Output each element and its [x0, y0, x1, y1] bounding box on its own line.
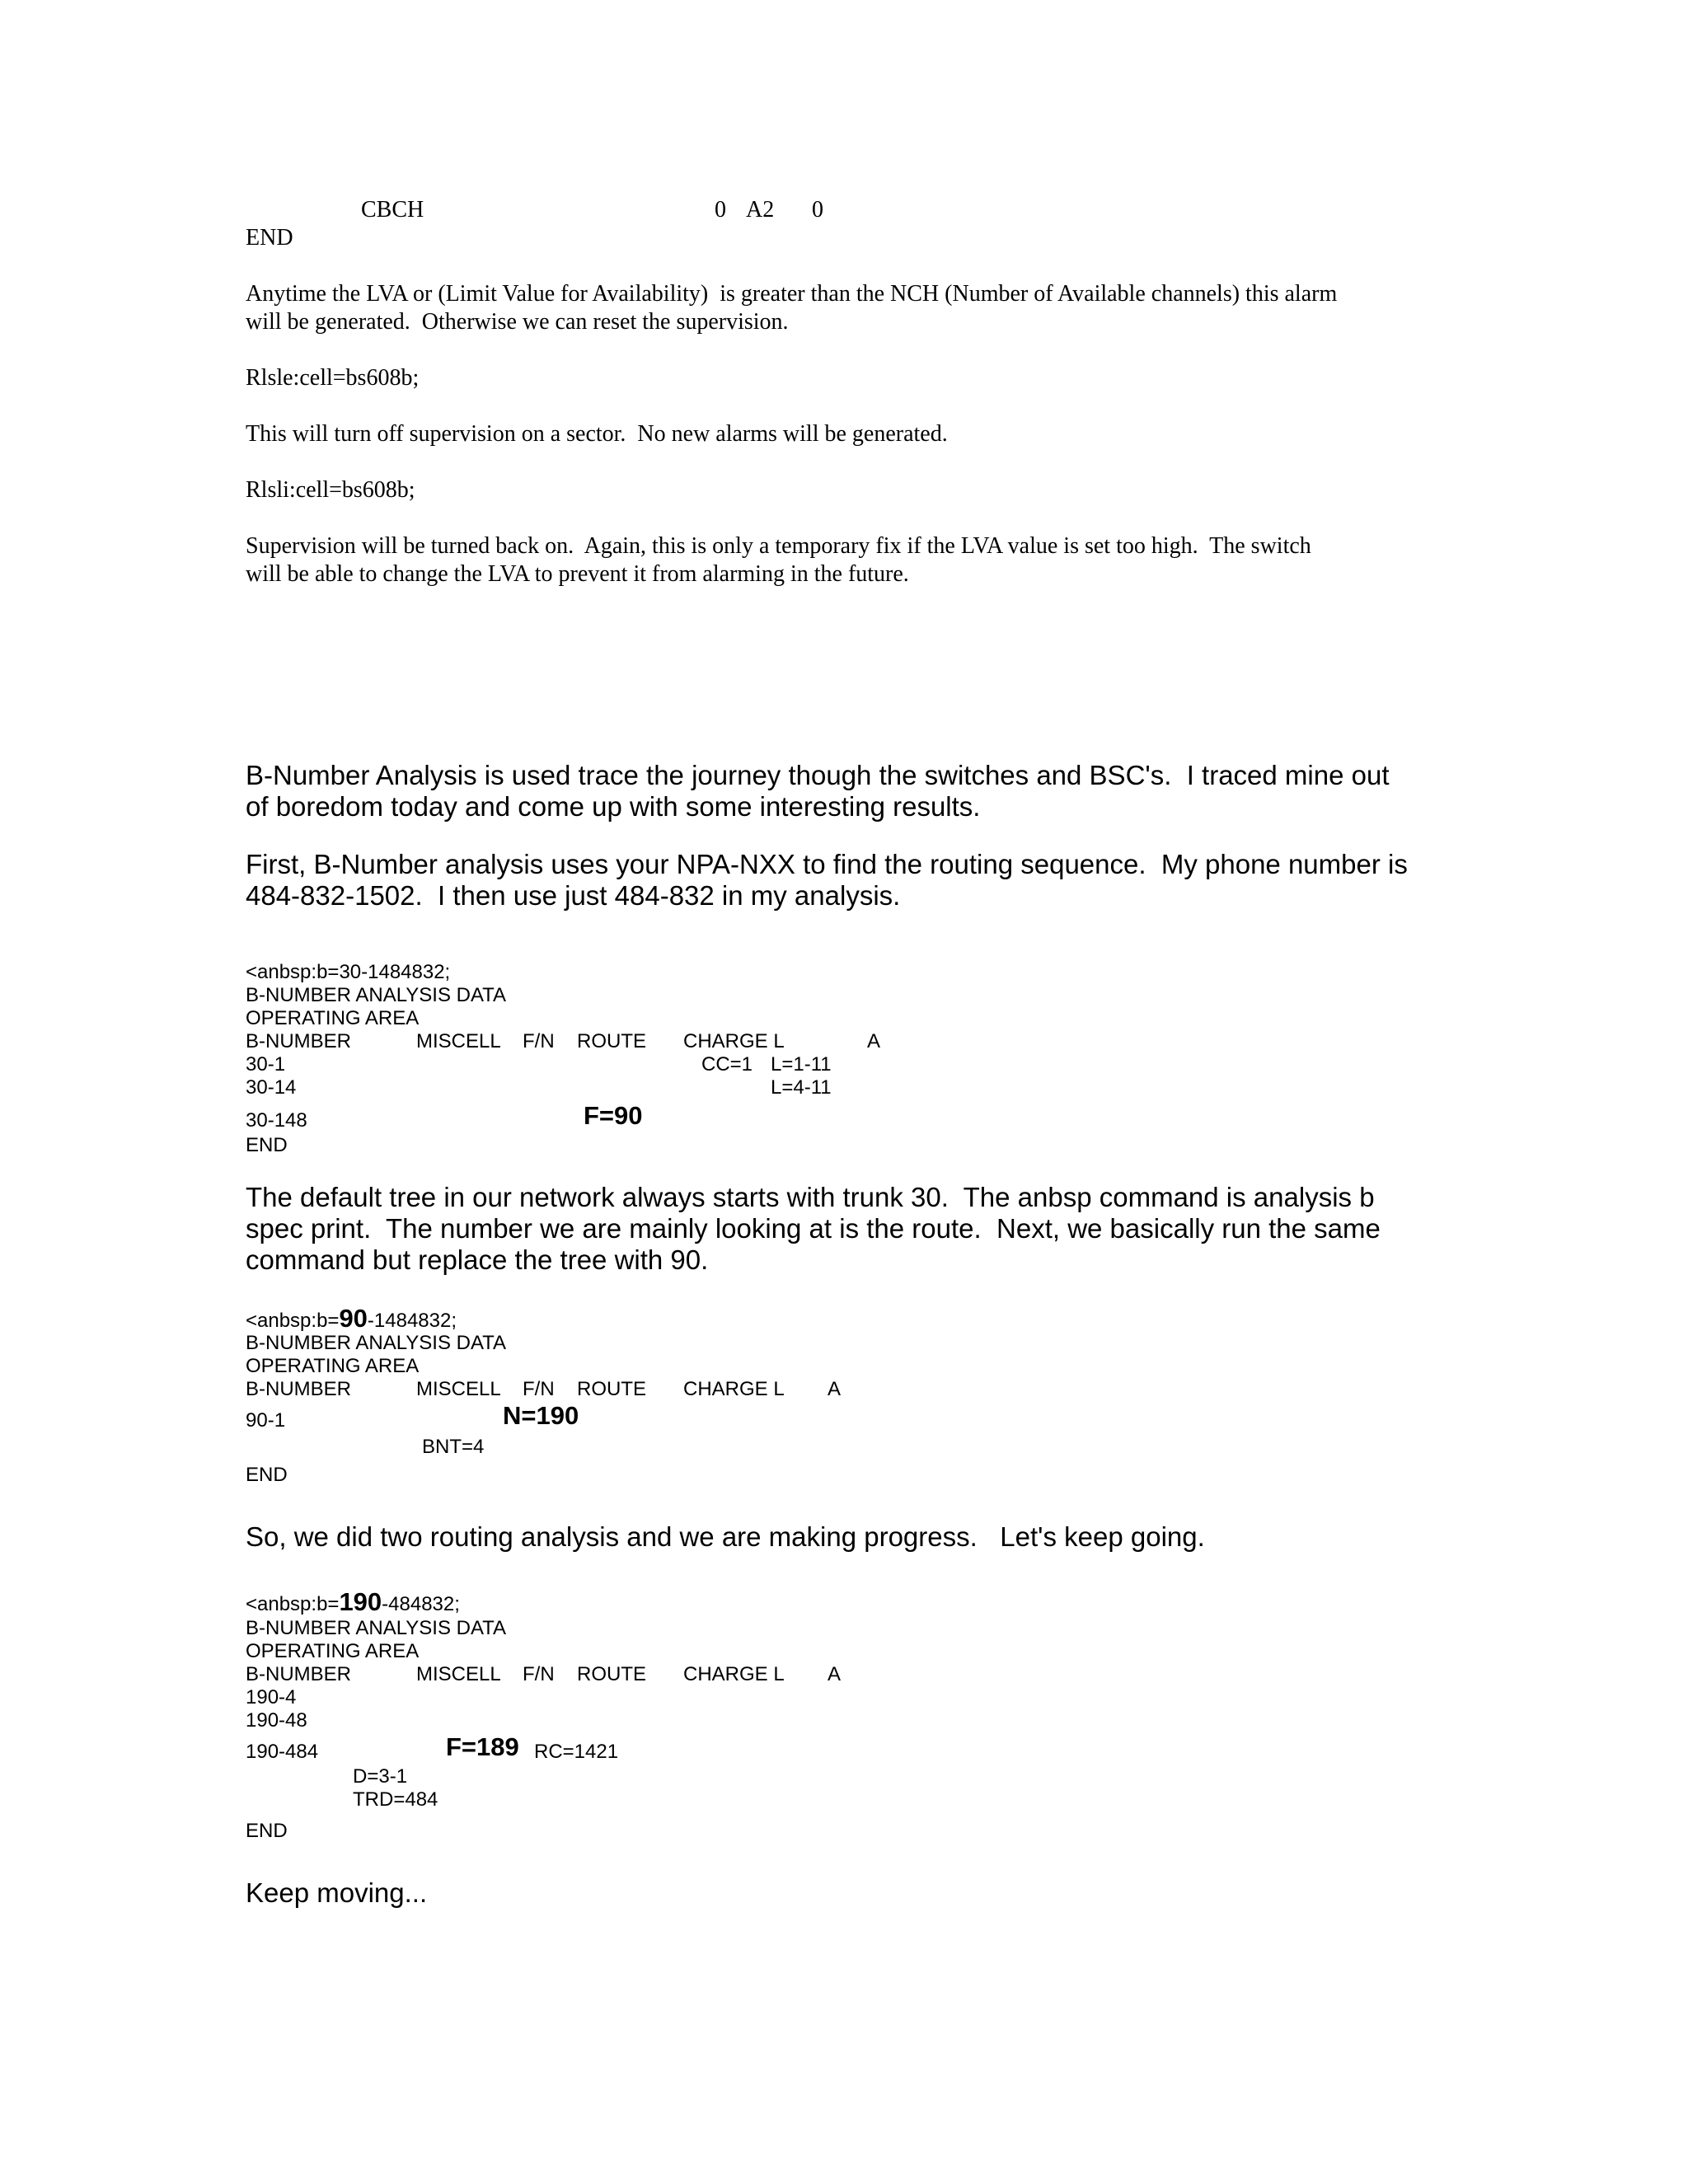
supervision-on-paragraph-line-1: Supervision will be turned back on. Again, this is only a temporary fix if the LVA value is set too high. The switch	[246, 533, 1311, 559]
lva-paragraph-line-1: Anytime the LVA or (Limit Value for Availability) is greater than the NCH (Number of Available channels) this alarm	[246, 281, 1338, 307]
block3-command	[246, 1587, 460, 1616]
block2-header-route: ROUTE	[577, 1378, 646, 1400]
block2-header-miscell: MISCELL	[416, 1378, 501, 1400]
block2-header-a: A	[828, 1378, 842, 1400]
block3-command-tree: 190	[339, 1587, 382, 1616]
mid1-line-1: The default tree in our network always starts with trunk 30. The anbsp command is analysis b	[246, 1182, 1375, 1212]
block3-header-miscell: MISCELL	[416, 1663, 501, 1685]
mid1-line-3: command but replace the tree with 90.	[246, 1244, 709, 1275]
block3-header-route: ROUTE	[577, 1663, 646, 1685]
intro-paragraph-2-line-1: First, B-Number analysis uses your NPA-NXX to find the routing sequence. My phone number is	[246, 849, 1408, 879]
block1-row2-l: L=4-11	[771, 1076, 832, 1099]
intro-paragraph-2-line-2: 484-832-1502. I then use just 484-832 in my analysis.	[246, 880, 901, 911]
block3-row2-number: 190-48	[246, 1709, 307, 1732]
block1-header-charge: CHARGE L	[683, 1030, 785, 1052]
block1-row2-number: 30-14	[246, 1076, 297, 1099]
end-label: END	[246, 225, 293, 251]
block3-row1-number: 190-4	[246, 1686, 297, 1708]
block3-end: END	[246, 1820, 288, 1842]
block1-row1-l: L=1-11	[771, 1053, 832, 1076]
block2-row1-number: 90-1	[246, 1409, 286, 1432]
block3-header-charge: CHARGE L	[683, 1663, 785, 1685]
block2-command-prefix: <anbsp:b=	[246, 1310, 340, 1332]
block2-title: B-NUMBER ANALYSIS DATA	[246, 1332, 507, 1354]
supervision-on-paragraph-line-2: will be able to change the LVA to prevent it from alarming in the future.	[246, 561, 909, 587]
block3-row3-f: F=189	[446, 1732, 519, 1761]
block1-header-route: ROUTE	[577, 1030, 646, 1052]
block1-header-fn: F/N	[523, 1030, 555, 1052]
command-rlsli: Rlsli:cell=bs608b;	[246, 477, 415, 503]
intro-paragraph-1-line-2: of boredom today and come up with some interesting results.	[246, 791, 981, 822]
mid2-line: So, we did two routing analysis and we are making progress. Let's keep going.	[246, 1521, 1205, 1552]
block3-header-a: A	[828, 1663, 842, 1685]
block2-command	[246, 1304, 457, 1333]
block1-row3-f: F=90	[584, 1101, 643, 1130]
block2-header-bnumber: B-NUMBER	[246, 1378, 352, 1400]
block2-command-suffix: -1484832;	[367, 1310, 457, 1332]
block3-d: D=3-1	[353, 1765, 408, 1788]
cbch-label: CBCH	[361, 197, 424, 223]
block3-command-suffix: -484832;	[382, 1593, 460, 1615]
block1-row3-number: 30-148	[246, 1109, 307, 1132]
block3-row3-number: 190-484	[246, 1741, 319, 1763]
block1-area: OPERATING AREA	[246, 1007, 420, 1029]
block2-bnt: BNT=4	[422, 1436, 485, 1458]
block3-area: OPERATING AREA	[246, 1640, 420, 1662]
block2-area: OPERATING AREA	[246, 1355, 420, 1377]
cbch-value-1: 0	[715, 197, 726, 223]
block3-title: B-NUMBER ANALYSIS DATA	[246, 1617, 507, 1639]
mid1-line-2: spec print. The number we are mainly looking at is the route. Next, we basically run the same	[246, 1213, 1381, 1244]
block2-header-fn: F/N	[523, 1378, 555, 1400]
block2-command-tree: 90	[339, 1304, 368, 1333]
block2-header-charge: CHARGE L	[683, 1378, 785, 1400]
block2-end: END	[246, 1464, 288, 1486]
supervision-off-paragraph: This will turn off supervision on a sector. No new alarms will be generated.	[246, 421, 948, 447]
cbch-value-3: 0	[812, 197, 823, 223]
cbch-value-2: A2	[746, 197, 775, 223]
block1-header-bnumber: B-NUMBER	[246, 1030, 352, 1052]
block1-command: <anbsp:b=30-1484832;	[246, 961, 451, 983]
block3-row3-rc: RC=1421	[534, 1741, 619, 1763]
block3-command-prefix: <anbsp:b=	[246, 1593, 340, 1615]
block1-header-a: A	[867, 1030, 881, 1052]
block3-header-fn: F/N	[523, 1663, 555, 1685]
intro-paragraph-1-line-1: B-Number Analysis is used trace the journey though the switches and BSC's. I traced mine out	[246, 760, 1390, 790]
block2-row1-n: N=190	[503, 1401, 579, 1430]
block1-header-miscell: MISCELL	[416, 1030, 501, 1052]
block1-end: END	[246, 1134, 288, 1156]
block3-trd: TRD=484	[353, 1788, 438, 1811]
lva-paragraph-line-2: will be generated. Otherwise we can reset the supervision.	[246, 309, 789, 335]
block1-title: B-NUMBER ANALYSIS DATA	[246, 984, 507, 1006]
block1-row1-cc: CC=1	[701, 1053, 753, 1076]
block1-row1-number: 30-1	[246, 1053, 286, 1076]
command-rlsle: Rlsle:cell=bs608b;	[246, 365, 420, 391]
block3-header-bnumber: B-NUMBER	[246, 1663, 352, 1685]
final-line: Keep moving...	[246, 1877, 428, 1908]
